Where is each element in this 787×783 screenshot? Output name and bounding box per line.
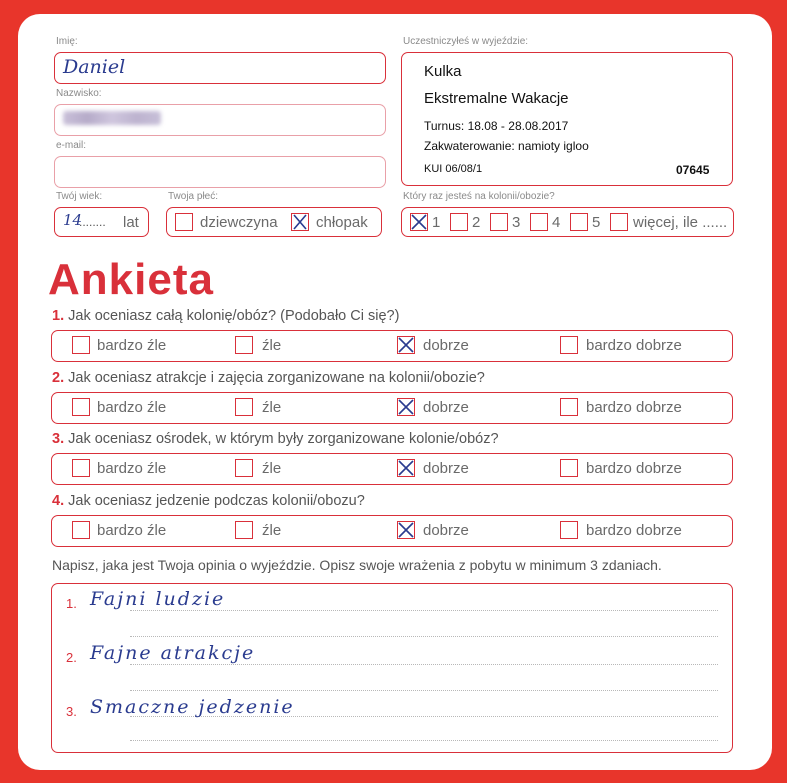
times-2-checkbox[interactable] — [450, 213, 468, 231]
question-number: 3. — [52, 431, 65, 447]
name-value: Daniel — [63, 56, 126, 78]
opinion-num-2: 2. — [66, 650, 77, 665]
opinion-text-3: Smaczne jedzenie — [90, 696, 295, 718]
trip-box — [401, 52, 733, 186]
times-2-label: 2 — [472, 214, 481, 231]
rating-label-3: dobrze — [423, 522, 469, 539]
rating-checkbox-2[interactable] — [235, 521, 253, 539]
times-3-checkbox[interactable] — [490, 213, 508, 231]
question-3 — [52, 431, 499, 447]
rating-label-1: bardzo źle — [97, 522, 167, 539]
opinion-line-1 — [130, 610, 718, 611]
rating-row-1 — [51, 330, 733, 362]
rating-label-4: bardzo dobrze — [586, 460, 682, 477]
rating-label-2: źle — [262, 460, 282, 477]
rating-label-2: źle — [262, 337, 282, 354]
survey-form — [18, 14, 772, 770]
rating-label-2: źle — [262, 399, 282, 416]
rating-row-3 — [51, 453, 733, 485]
rating-label-4: bardzo dobrze — [586, 337, 682, 354]
opinion-line-3 — [130, 664, 718, 665]
email-field[interactable] — [54, 156, 386, 188]
opinion-num-1: 1. — [66, 596, 77, 611]
question-text: Jak oceniasz jedzenie podczas kolonii/obozu? — [68, 493, 365, 509]
rating-checkbox-2[interactable] — [235, 459, 253, 477]
times-more-label: więcej, ile ...... — [633, 214, 728, 231]
gender-girl-label: dziewczyna — [200, 214, 278, 231]
redacted-surname — [63, 111, 161, 125]
rating-label-1: bardzo źle — [97, 337, 167, 354]
rating-label-4: bardzo dobrze — [586, 399, 682, 416]
email-label: e-mail: — [56, 140, 87, 151]
rating-row-2 — [51, 392, 733, 424]
name-label: Imię: — [56, 36, 78, 47]
opinion-text-2: Fajne atrakcje — [90, 642, 256, 664]
times-5-checkbox[interactable] — [570, 213, 588, 231]
rating-checkbox-2[interactable] — [235, 336, 253, 354]
question-number: 1. — [52, 308, 65, 324]
question-2 — [52, 370, 485, 386]
question-text: Jak oceniasz całą kolonię/obóz? (Podobało Ci się?) — [68, 308, 400, 324]
trip-turnus: Turnus: 18.08 - 28.08.2017 — [424, 119, 569, 133]
rating-label-1: bardzo źle — [97, 399, 167, 416]
age-unit: lat — [123, 214, 139, 231]
opinion-line-6 — [130, 740, 718, 741]
gender-boy-label: chłopak — [316, 214, 368, 231]
question-number: 2. — [52, 370, 65, 386]
opinion-text-1: Fajni ludzie — [90, 588, 226, 610]
rating-checkbox-2[interactable] — [235, 398, 253, 416]
age-label: Twój wiek: — [56, 191, 103, 202]
gender-boy-checkbox[interactable] — [291, 213, 309, 231]
times-5-label: 5 — [592, 214, 601, 231]
opinion-num-3: 3. — [66, 704, 77, 719]
trip-accommodation: Zakwaterowanie: namioty igloo — [424, 139, 589, 153]
rating-checkbox-4[interactable] — [560, 398, 578, 416]
rating-checkbox-3[interactable] — [397, 459, 415, 477]
page-title: Ankieta — [48, 255, 214, 304]
times-more-checkbox[interactable] — [610, 213, 628, 231]
question-text: Jak oceniasz ośrodek, w którym były zorganizowane kolonie/obóz? — [68, 431, 499, 447]
times-label: Który raz jesteś na kolonii/obozie? — [403, 191, 555, 202]
rating-label-3: dobrze — [423, 460, 469, 477]
times-3-label: 3 — [512, 214, 521, 231]
times-4-label: 4 — [552, 214, 561, 231]
gender-girl-checkbox[interactable] — [175, 213, 193, 231]
rating-label-1: bardzo źle — [97, 460, 167, 477]
opinion-box[interactable] — [51, 583, 733, 753]
rating-checkbox-1[interactable] — [72, 521, 90, 539]
times-4-checkbox[interactable] — [530, 213, 548, 231]
rating-checkbox-1[interactable] — [72, 398, 90, 416]
opinion-prompt: Napisz, jaka jest Twoja opinia o wyjeździe. Opisz swoje wrażenia z pobytu w minimum 3 zdaniach. — [52, 557, 662, 573]
rating-label-2: źle — [262, 522, 282, 539]
rating-checkbox-3[interactable] — [397, 521, 415, 539]
trip-line2: Ekstremalne Wakacje — [424, 90, 569, 107]
surname-field[interactable] — [54, 104, 386, 136]
opinion-line-2 — [130, 636, 718, 637]
trip-code: KUI 06/08/1 — [424, 163, 483, 175]
age-value: 14 — [63, 211, 83, 229]
trip-line1: Kulka — [424, 63, 462, 80]
rating-checkbox-4[interactable] — [560, 336, 578, 354]
times-1-label: 1 — [432, 214, 441, 231]
question-number: 4. — [52, 493, 65, 509]
opinion-line-4 — [130, 690, 718, 691]
question-1 — [52, 308, 399, 324]
rating-checkbox-3[interactable] — [397, 398, 415, 416]
rating-label-3: dobrze — [423, 399, 469, 416]
rating-checkbox-4[interactable] — [560, 521, 578, 539]
age-field[interactable] — [54, 207, 149, 237]
rating-checkbox-1[interactable] — [72, 336, 90, 354]
rating-checkbox-1[interactable] — [72, 459, 90, 477]
question-text: Jak oceniasz atrakcje i zajęcia zorganizowane na kolonii/obozie? — [68, 370, 485, 386]
age-dots: ........ — [79, 215, 106, 229]
name-field[interactable] — [54, 52, 386, 84]
surname-label: Nazwisko: — [56, 88, 102, 99]
rating-label-4: bardzo dobrze — [586, 522, 682, 539]
gender-field — [166, 207, 382, 237]
rating-label-3: dobrze — [423, 337, 469, 354]
times-field — [401, 207, 734, 237]
rating-row-4 — [51, 515, 733, 547]
trip-label: Uczestniczyłeś w wyjeździe: — [403, 36, 529, 47]
trip-number: 07645 — [676, 163, 710, 177]
rating-checkbox-4[interactable] — [560, 459, 578, 477]
times-1-checkbox[interactable] — [410, 213, 428, 231]
question-4 — [52, 493, 365, 509]
rating-checkbox-3[interactable] — [397, 336, 415, 354]
gender-label: Twoja płeć: — [168, 191, 219, 202]
